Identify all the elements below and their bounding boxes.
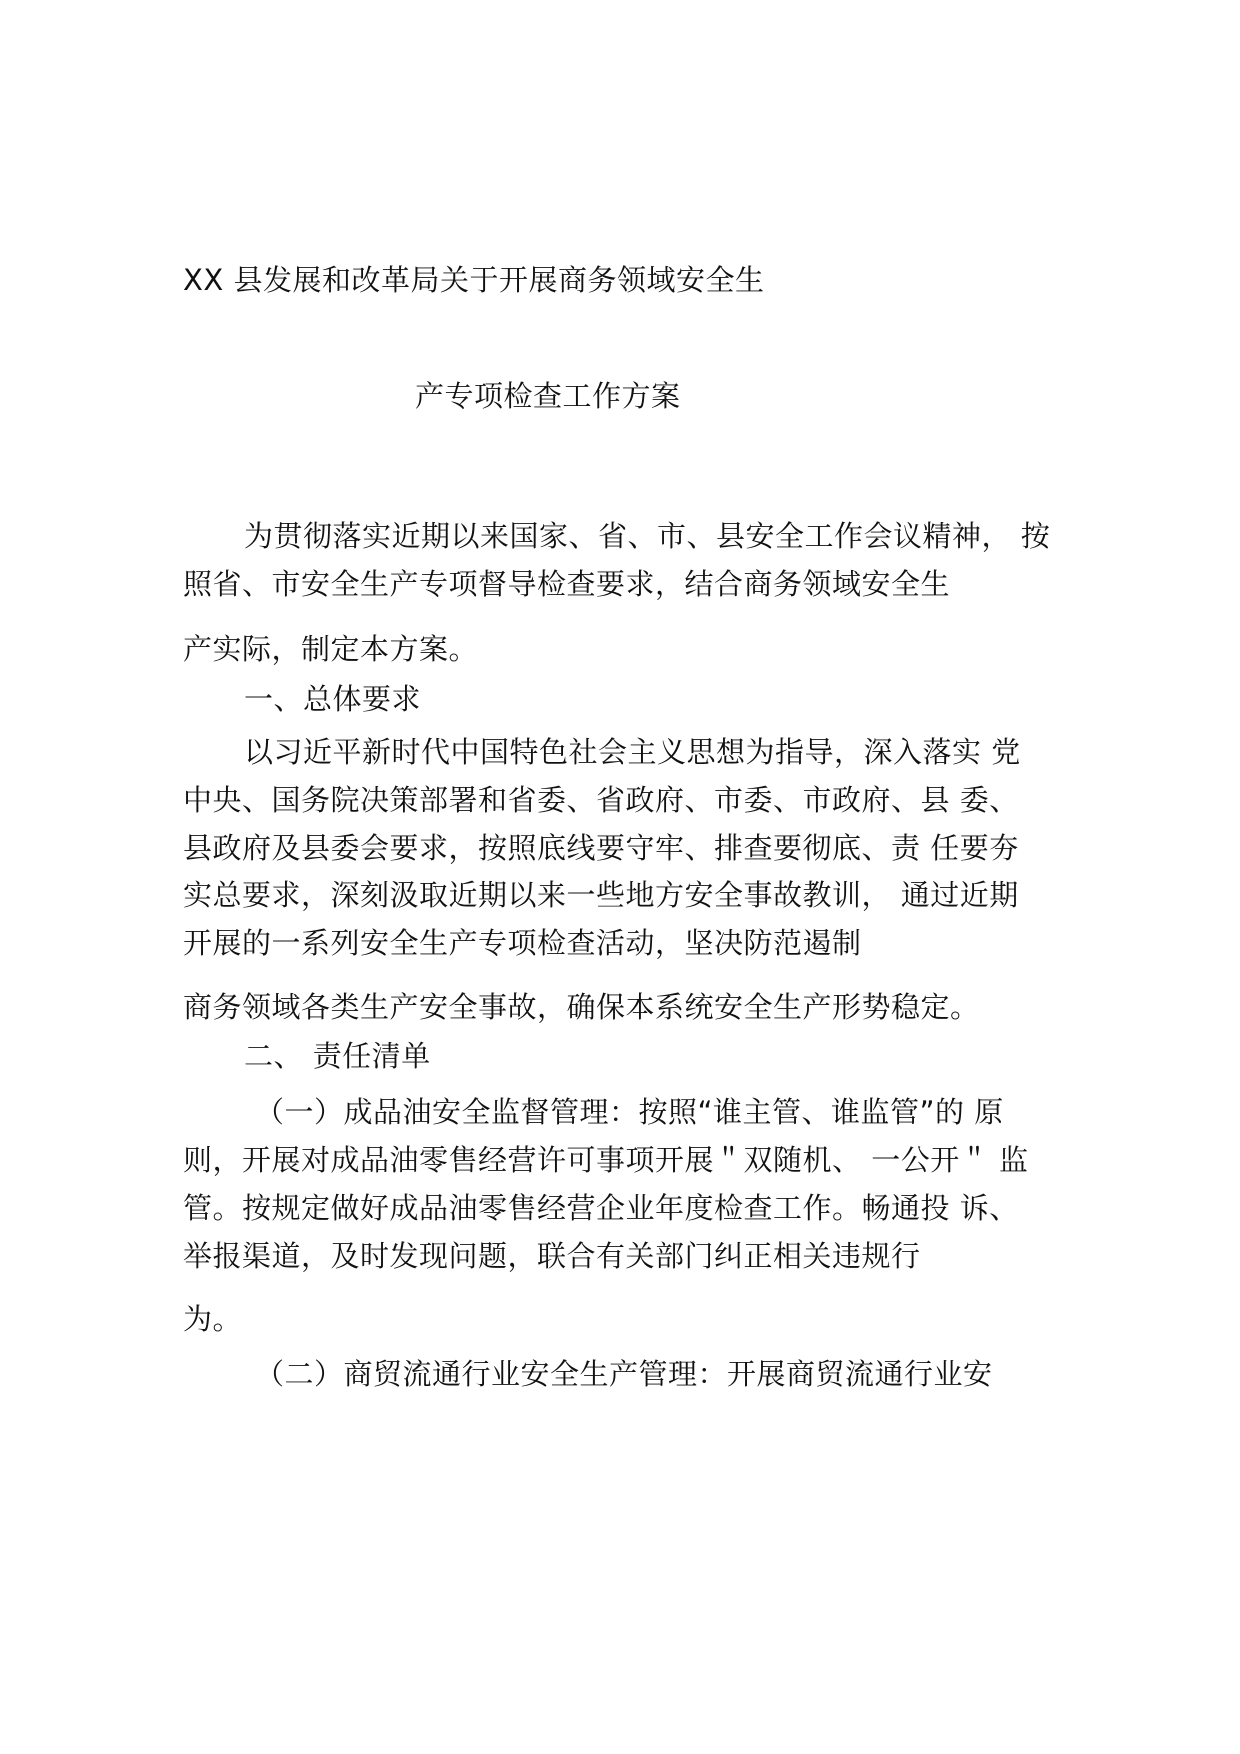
document-title-line-1: XX 县发展和改革局关于开展商务领域安全生 xyxy=(183,263,765,297)
section1-line-5: 开展的一系列安全生产专项检查活动，坚决防范遏制 xyxy=(183,926,862,960)
section1-line-4: 实总要求，深刻汲取近期以来一些地方安全事故教训， 通过近期 xyxy=(183,878,1019,912)
intro-line-2: 照省、市安全生产专项督导检查要求，结合商务领域安全生 xyxy=(183,567,951,601)
section2-heading: 二、 责任清单 xyxy=(244,1039,431,1073)
item1-line-5: 为。 xyxy=(183,1302,243,1336)
document-title-line-2: 产专项检查工作方案 xyxy=(415,379,681,413)
item1-line-1: （一）成品油安全监督管理：按照“谁主管、谁监管”的 原 xyxy=(255,1095,1004,1129)
intro-line-1: 为贯彻落实近期以来国家、省、市、县安全工作会议精神， 按 xyxy=(244,519,1051,553)
section1-line-2: 中央、国务院决策部署和省委、省政府、市委、市政府、县 委、 xyxy=(183,783,1019,817)
item1-line-2: 则，开展对成品油零售经营许可事项开展＂双随机、 一公开＂ 监 xyxy=(183,1143,1029,1177)
item1-line-3: 管。按规定做好成品油零售经营企业年度检查工作。畅通投 诉、 xyxy=(183,1191,1019,1225)
section1-line-3: 县政府及县委会要求，按照底线要守牢、排查要彻底、责 任要夯 xyxy=(183,831,1019,865)
section1-heading: 一、总体要求 xyxy=(244,682,422,716)
item2-line-1: （二）商贸流通行业安全生产管理：开展商贸流通行业安 xyxy=(255,1357,993,1391)
section1-line-6: 商务领域各类生产安全事故，确保本系统安全生产形势稳定。 xyxy=(183,990,980,1024)
intro-line-3: 产实际，制定本方案。 xyxy=(183,632,479,666)
section1-line-1: 以习近平新时代中国特色社会主义思想为指导，深入落实 党 xyxy=(244,735,1021,769)
item1-line-4: 举报渠道，及时发现问题，联合有关部门纠正相关违规行 xyxy=(183,1239,921,1273)
